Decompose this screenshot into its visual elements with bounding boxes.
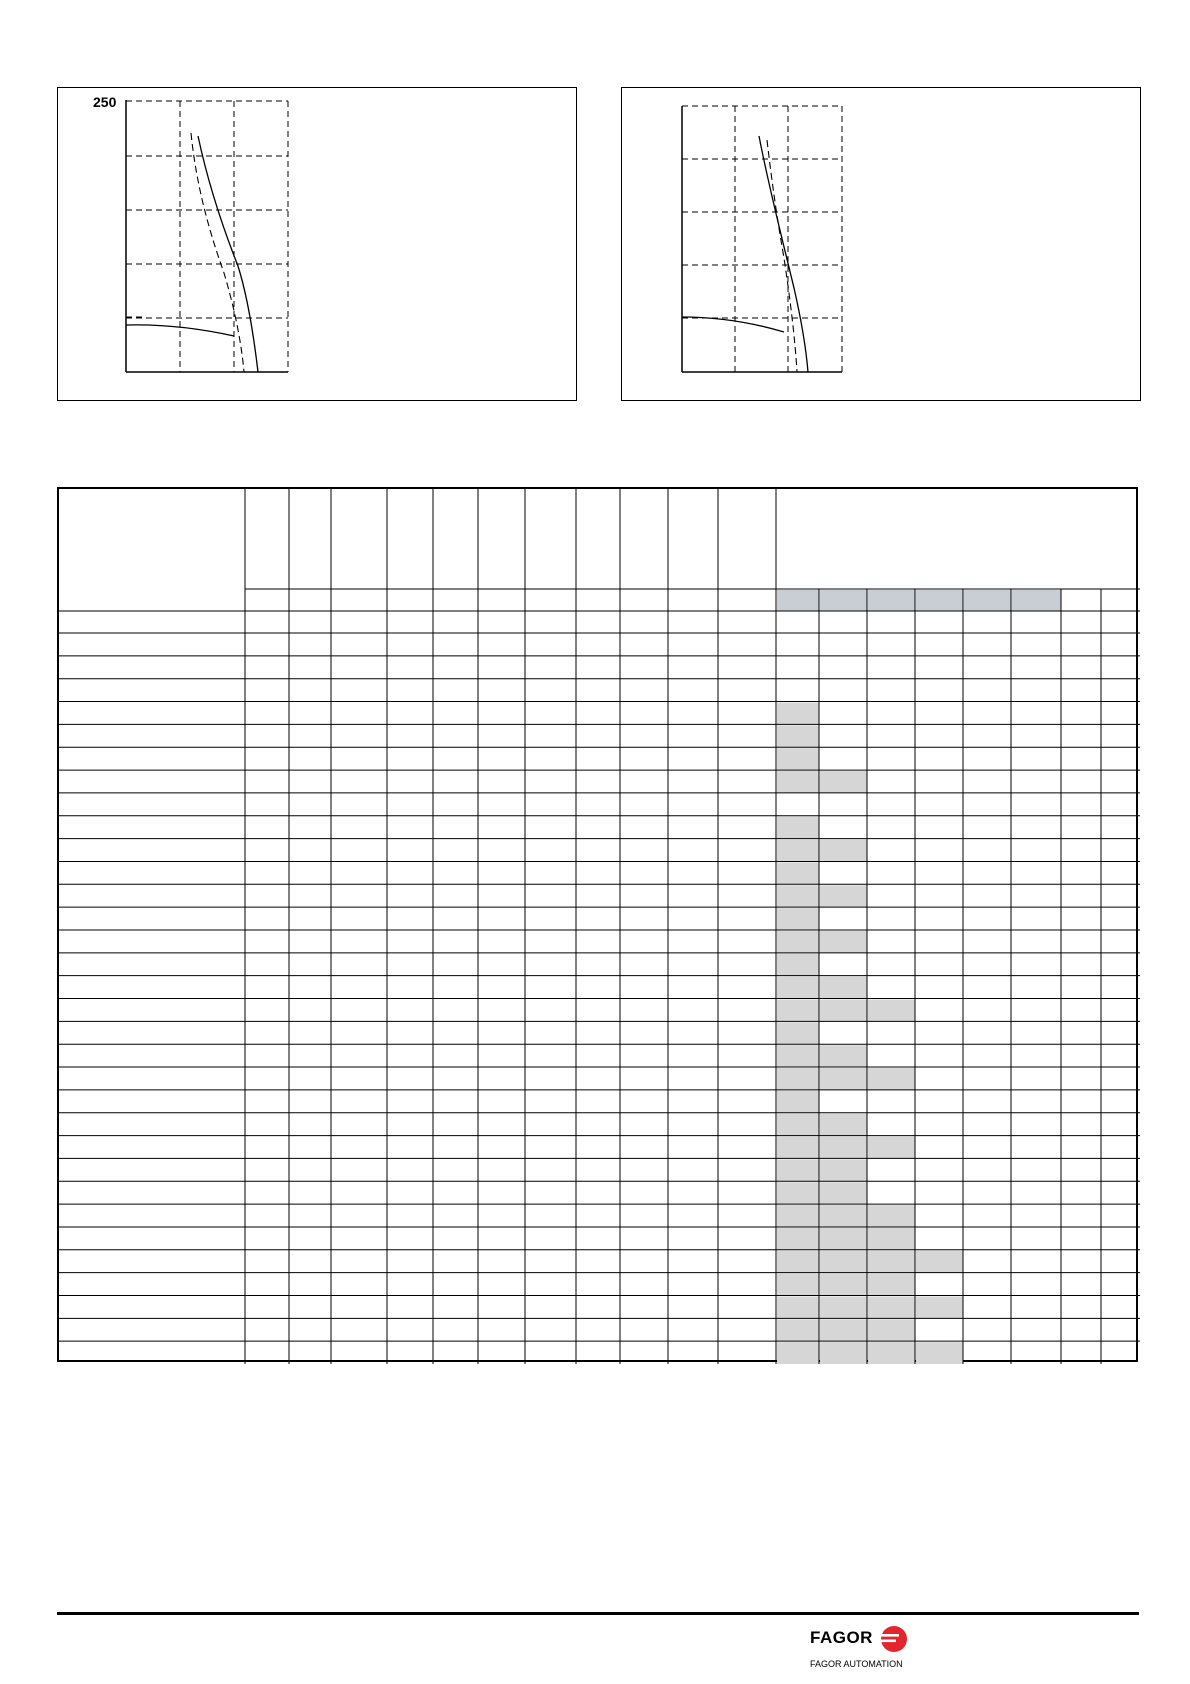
brand-wordmark: FAGOR (810, 1628, 873, 1647)
body-shaded-cell (820, 1068, 867, 1090)
body-shaded-cell (777, 954, 819, 976)
torque-speed-graph-left (57, 87, 577, 401)
motor-specification-table (57, 487, 1138, 1362)
body-shaded-cell (777, 771, 819, 793)
body-shaded-cell (777, 1228, 819, 1250)
low-speed-curve (682, 317, 784, 332)
body-shaded-cell (820, 1274, 867, 1296)
body-shaded-cell (868, 1137, 915, 1159)
dashed-curve (191, 133, 244, 372)
body-shaded-cell (868, 1205, 915, 1227)
body-shaded-cell (820, 1137, 867, 1159)
body-shaded-cell (777, 1022, 819, 1044)
body-shaded-cell (777, 885, 819, 907)
body-shaded-cell (820, 1000, 867, 1022)
graph-left-plot (58, 88, 576, 400)
body-shaded-cell (777, 1296, 819, 1318)
body-shaded-cell (868, 1342, 915, 1364)
body-shaded-cell (820, 840, 867, 862)
body-shaded-cell (777, 1137, 819, 1159)
body-shaded-cell (820, 1205, 867, 1227)
body-shaded-cell (868, 1068, 915, 1090)
torque-speed-graph-right (621, 87, 1141, 401)
body-shaded-cell (777, 840, 819, 862)
body-shaded-cell (868, 1274, 915, 1296)
body-shaded-cell (820, 1296, 867, 1318)
body-shaded-cell (868, 1319, 915, 1341)
body-shaded-cell (777, 748, 819, 770)
body-shaded-cell (777, 725, 819, 747)
body-shaded-cell (820, 1251, 867, 1273)
body-shaded-cell (820, 1159, 867, 1181)
brand-tagline: FAGOR AUTOMATION (810, 1659, 903, 1669)
body-shaded-cell (777, 1274, 819, 1296)
header-shaded-cell (868, 590, 915, 611)
body-shaded-cell (777, 1159, 819, 1181)
body-shaded-cell (777, 977, 819, 999)
footer-rule (57, 1612, 1139, 1615)
body-shaded-cell (777, 1319, 819, 1341)
body-shaded-cell (777, 817, 819, 839)
body-shaded-cell (777, 703, 819, 725)
body-shaded-cell (916, 1296, 963, 1318)
header-shaded-cell (1012, 590, 1061, 611)
body-shaded-cell (820, 1114, 867, 1136)
body-shaded-cell (777, 931, 819, 953)
y-axis-top-label: 250 (93, 94, 117, 110)
body-shaded-cell (777, 1068, 819, 1090)
header-shaded-cell (964, 590, 1011, 611)
body-shaded-cell (777, 1182, 819, 1204)
fagor-logo-icon (880, 1625, 908, 1653)
body-shaded-cell (820, 1342, 867, 1364)
body-shaded-cell (820, 977, 867, 999)
body-shaded-cell (820, 1228, 867, 1250)
body-shaded-cell (777, 862, 819, 884)
body-shaded-cell (820, 771, 867, 793)
header-shaded-cell (916, 590, 963, 611)
body-shaded-cell (820, 1319, 867, 1341)
dashed-curve (767, 140, 797, 372)
body-shaded-cell (916, 1251, 963, 1273)
body-shaded-cell (868, 1000, 915, 1022)
body-shaded-cell (868, 1296, 915, 1318)
body-shaded-cell (777, 1045, 819, 1067)
body-shaded-cell (777, 1342, 819, 1364)
body-shaded-cell (868, 1251, 915, 1273)
header-shaded-cell (820, 590, 867, 611)
body-shaded-cell (916, 1342, 963, 1364)
body-shaded-cell (820, 885, 867, 907)
body-shaded-cell (868, 1228, 915, 1250)
body-shaded-cell (820, 931, 867, 953)
body-shaded-cell (777, 1000, 819, 1022)
body-shaded-cell (777, 908, 819, 930)
body-shaded-cell (777, 1251, 819, 1273)
body-shaded-cell (777, 1205, 819, 1227)
body-shaded-cell (777, 1091, 819, 1113)
body-shaded-cell (820, 1045, 867, 1067)
fagor-logo (810, 1624, 920, 1672)
body-shaded-cell (820, 1182, 867, 1204)
body-shaded-cell (777, 1114, 819, 1136)
solid-curve (198, 136, 258, 372)
table-grid (59, 489, 1140, 1364)
header-shaded-cell (777, 590, 819, 611)
graph-right-plot (622, 88, 1140, 400)
